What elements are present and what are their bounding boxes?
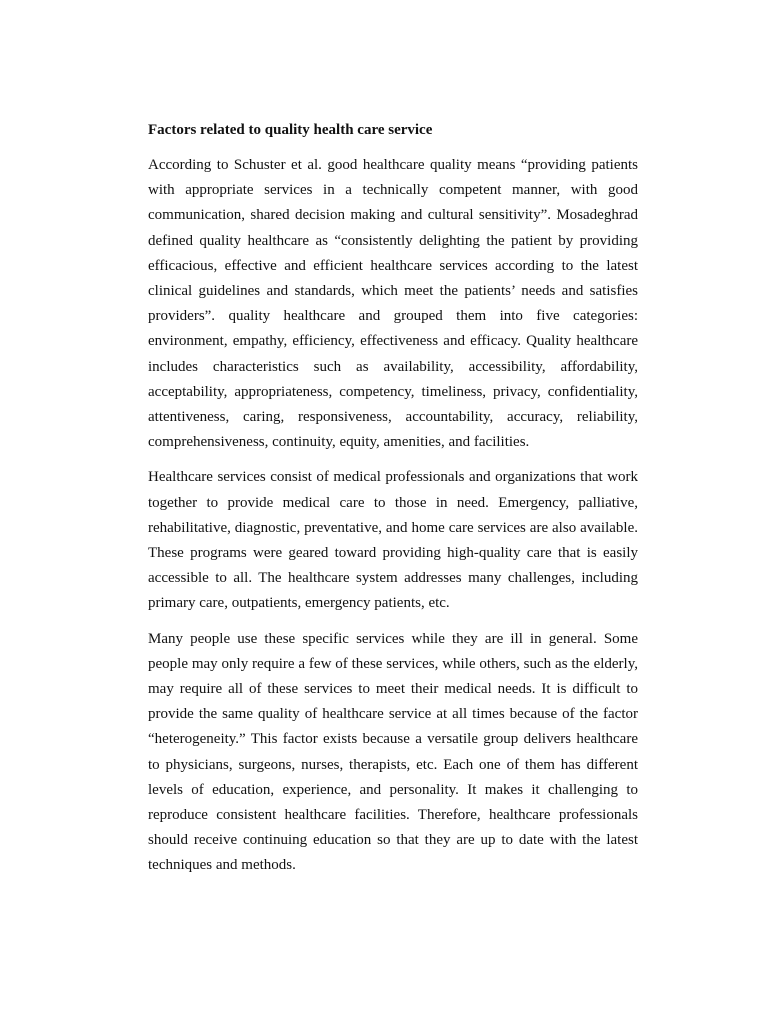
- section-heading: Factors related to quality health care service: [148, 122, 433, 138]
- paragraph-healthcare-services: Healthcare services consist of medical professionals and organizations that work together to provide medical care to those in need. Emergency, palliative, rehabilitative, diagnostic, preventative, and home care services are also available. These programs were geared toward providing high-quality care that is easily accessible to all. The healthcare system addresses many challenges, including primary care, outpatients, emergency patients, etc.: [148, 469, 638, 612]
- paragraph-heterogeneity: Many people use these specific services while they are ill in general. Some people may only require a few of these services, while others, such as the elderly, may require all of these services to meet their medical needs. It is difficult to provide the same quality of healthcare service at all times because of the factor “heterogeneity.” This factor exists because a versatile group delivers healthcare to physicians, surgeons, nurses, therapists, etc. Each one of them has different levels of education, experience, and personality. It makes it challenging to reproduce consistent healthcare facilities. Therefore, healthcare professionals should receive continuing education so that they are up to date with the latest techniques and methods.: [148, 630, 638, 874]
- document-body: [148, 118, 638, 889]
- paragraph-quality-definition: According to Schuster et al. good healthcare quality means “providing patients with appropriate services in a technically competent manner, with good communication, shared decision making and cultural sensitivity”. Mosadeghrad defined quality healthcare as “consistently delighting the patient by providing efficacious, effective and efficient healthcare services according to the latest clinical guidelines and standards, which meet the patients’ needs and satisfies providers”. quality healthcare and grouped them into five categories: environment, empathy, efficiency, effectiveness and efficacy. Quality healthcare includes characteristics such as availability, accessibility, affordability, acceptability, appropriateness, competency, timeliness, privacy, confidentiality, attentiveness, caring, responsiveness, accountability, accuracy, reliability, comprehensiveness, continuity, equity, amenities, and facilities.: [148, 157, 638, 451]
